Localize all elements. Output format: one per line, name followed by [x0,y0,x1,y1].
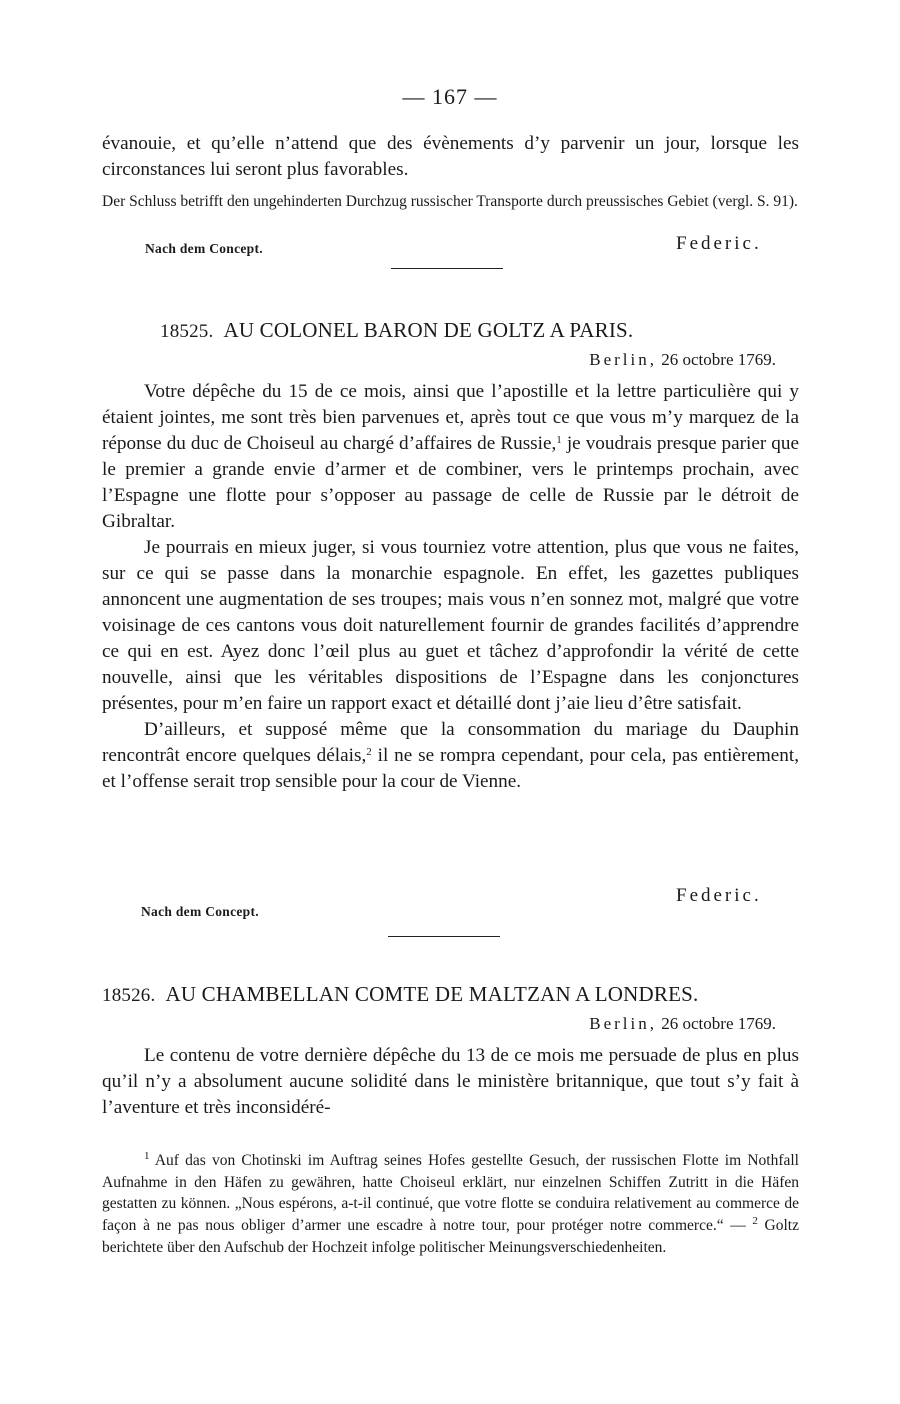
section-divider [391,268,503,269]
letter-dateline [589,350,776,370]
letter-body [102,379,799,795]
footnote-number: 2 [752,1215,758,1228]
letter-number: 18526. [102,985,156,1006]
dateline-place: Berlin, [589,1014,658,1033]
dateline-place: Berlin, [589,350,658,369]
paragraph-text: Votre dépêche du 15 de ce mois, ainsi que l’apostille et la lettre particulière qui y étaient jointes, me sont très bien parvenues et, après tout ce que vous m’y marquez de la réponse du duc de Choiseul au chargé d’affaires de Russie, [102,381,799,454]
signature: Federic. [676,233,762,254]
letter-heading [160,318,857,343]
continuation-paragraph: évanouie, et qu’elle n’attend que des évènements d’y parvenir un jour, lorsque les circonstances lui seront plus favorables. [102,133,799,180]
page-number: — 167 — [402,84,498,109]
dateline-date: 26 octobre 1769. [661,1014,776,1033]
paragraph-text: il ne se rompra cependant, pour cela, pas entièrement, et l’offense serait trop sensible pour la cour de Vienne. [102,745,800,792]
letter-paragraph [102,379,799,535]
letter-paragraph [102,1043,799,1121]
source-note: Nach dem Concept. [141,904,259,919]
continuation-text-block [102,131,799,183]
footnote-marker: 2 [366,746,372,758]
letter-heading [102,982,799,1007]
letter-paragraph [102,535,799,717]
footnote-paragraph [102,1150,799,1259]
footnote-marker: 1 [556,434,562,446]
letter-title: AU COLONEL BARON DE GOLTZ A PARIS. [223,318,634,342]
dateline-date: 26 octobre 1769. [661,350,776,369]
letter-dateline [589,1014,776,1034]
paragraph-text: Je pourrais en mieux juger, si vous tourniez votre attention, plus que vous ne faites, sur ce qui se passe dans la monarchie espagnole. En effet, les gazettes publiques annoncent une augmentation de ses troupes; mais vous n’en sonnez mot, malgré que votre voisinage de ces cantons vous doit naturellement fournir de grandes facilités d’apprendre ce qui en est. Ayez donc l’œil plus au guet et tâchez d’approfondir la vérité de cette nouvelle, ainsi que les véritables dispositions de l’Espagne dans les conjonctures présentes, pour m’en faire un rapport exact et détaillé dont j’aie lieu d’être satisfait. [102,537,799,714]
footnote-number: 1 [144,1150,150,1162]
editor-note-block [102,191,799,212]
letter-paragraph [102,717,799,795]
footnote-text: Goltz berichtete über den Aufschub der Hochzeit infolge politischer Meinungsverschiedenheiten. [102,1217,799,1256]
source-note: Nach dem Concept. [145,241,263,256]
editor-note: Der Schluss betrifft den ungehinderten Durchzug russischer Transporte durch preussisches Gebiet (vergl. S. 91). [102,193,798,210]
letter-body [102,1043,799,1121]
paragraph-text: D’ailleurs, et supposé même que la consommation du mariage du Dauphin rencontrât encore quelques délais, [102,719,799,766]
footnotes [102,1150,799,1259]
footnote-text: Auf das von Chotinski im Auftrag seines Hofes gestellte Gesuch, der russischen Flotte im Nothfall Aufnahme in den Häfen zu gewähren, hatte Choiseul erklärt, nur einzelnen Schiffen Zutritt in die Häfen gestatten zu können. „Nous espérons, a-t-il continué, que votre flotte se conduira relativement au commerce de façon à ne pas nous obliger d’armer une escadre à notre tour, pour protéger notre commerce.“ — [102,1152,799,1235]
paragraph-text: Le contenu de votre dernière dépêche du 13 de ce mois me persuade de plus en plus qu’il n’y a absolument aucune solidité dans le ministère britannique, que tout s’y fait à l’aventure et très inconsidéré- [102,1045,799,1118]
letter-number: 18525. [160,321,214,342]
signature: Federic. [676,885,762,906]
section-divider [388,936,500,937]
letter-title: AU CHAMBELLAN COMTE DE MALTZAN A LONDRES. [165,982,699,1006]
paragraph-text: je voudrais presque parier que le premier a grande envie d’armer et de combiner, vers le printemps prochain, avec l’Espagne une flotte pour s’opposer au passage de celle de Russie par le détroit de Gibraltar. [102,433,799,532]
